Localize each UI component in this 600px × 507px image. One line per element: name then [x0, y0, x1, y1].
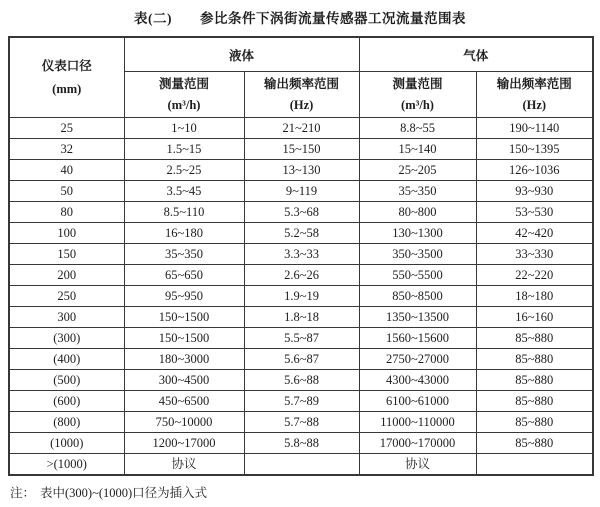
cell-gas-measure-range: 协议	[359, 454, 476, 476]
cell-liquid-measure-range: 35~350	[124, 244, 244, 265]
cell-diameter: 25	[9, 118, 124, 139]
cell-gas-measure-range: 15~140	[359, 139, 476, 160]
cell-gas-frequency-range: 190~1140	[476, 118, 593, 139]
header-gas-measure-range	[359, 72, 476, 118]
table-row	[9, 244, 593, 265]
cell-liquid-frequency-range: 13~130	[244, 160, 359, 181]
cell-gas-frequency-range: 18~180	[476, 286, 593, 307]
table-row	[9, 328, 593, 349]
table-row	[9, 223, 593, 244]
footnote-text: 表中(300)~(1000)口径为插入式	[40, 486, 208, 500]
table-body	[9, 118, 593, 476]
cell-gas-frequency-range: 16~160	[476, 307, 593, 328]
cell-liquid-measure-range: 150~1500	[124, 328, 244, 349]
cell-diameter: (400)	[9, 349, 124, 370]
cell-liquid-measure-range: 180~3000	[124, 349, 244, 370]
cell-gas-measure-range: 350~3500	[359, 244, 476, 265]
cell-diameter: (600)	[9, 391, 124, 412]
cell-gas-measure-range: 1350~13500	[359, 307, 476, 328]
cell-diameter: 40	[9, 160, 124, 181]
header-gas-measure-unit: (m³/h)	[401, 97, 434, 112]
cell-liquid-measure-range: 65~650	[124, 265, 244, 286]
header-gas: 气体	[359, 37, 593, 72]
cell-liquid-measure-range: 1.5~15	[124, 139, 244, 160]
cell-diameter: (500)	[9, 370, 124, 391]
cell-gas-measure-range: 6100~61000	[359, 391, 476, 412]
cell-liquid-frequency-range: 5.8~88	[244, 433, 359, 454]
header-liquid-measure-unit: (m³/h)	[167, 97, 201, 112]
cell-liquid-frequency-range: 2.6~26	[244, 265, 359, 286]
cell-liquid-frequency-range: 5.2~58	[244, 223, 359, 244]
cell-gas-frequency-range: 42~420	[476, 223, 593, 244]
table-row	[9, 349, 593, 370]
table-row	[9, 139, 593, 160]
cell-diameter: 200	[9, 265, 124, 286]
table-row	[9, 370, 593, 391]
header-row-groups	[9, 37, 593, 72]
cell-liquid-measure-range: 3.5~45	[124, 181, 244, 202]
table-row	[9, 202, 593, 223]
cell-liquid-frequency-range: 5.7~88	[244, 412, 359, 433]
table-row	[9, 391, 593, 412]
cell-gas-frequency-range: 150~1395	[476, 139, 593, 160]
cell-liquid-measure-range: 150~1500	[124, 307, 244, 328]
header-gas-frequency-range	[476, 72, 593, 118]
header-diameter-label: 仪表口径	[41, 59, 92, 73]
cell-gas-frequency-range: 22~220	[476, 265, 593, 286]
cell-liquid-frequency-range: 9~119	[244, 181, 359, 202]
cell-gas-frequency-range: 85~880	[476, 391, 593, 412]
cell-gas-frequency-range: 85~880	[476, 433, 593, 454]
cell-liquid-frequency-range: 5.3~68	[244, 202, 359, 223]
table-row	[9, 118, 593, 139]
header-diameter-unit: (mm)	[52, 81, 82, 96]
cell-diameter: (1000)	[9, 433, 124, 454]
table-row	[9, 286, 593, 307]
cell-gas-measure-range: 1560~15600	[359, 328, 476, 349]
cell-diameter: 50	[9, 181, 124, 202]
cell-gas-measure-range: 80~800	[359, 202, 476, 223]
cell-gas-measure-range: 17000~170000	[359, 433, 476, 454]
cell-diameter: 150	[9, 244, 124, 265]
cell-liquid-frequency-range: 1.9~19	[244, 286, 359, 307]
cell-liquid-measure-range: 1~10	[124, 118, 244, 139]
cell-diameter: 300	[9, 307, 124, 328]
header-liquid-measure-range	[124, 72, 244, 118]
cell-diameter: (800)	[9, 412, 124, 433]
cell-gas-measure-range: 11000~110000	[359, 412, 476, 433]
cell-liquid-measure-range: 协议	[124, 454, 244, 476]
header-gas-measure-label: 测量范围	[392, 76, 443, 91]
table-row	[9, 160, 593, 181]
header-liquid-frequency-range	[244, 72, 359, 118]
cell-liquid-frequency-range: 15~150	[244, 139, 359, 160]
table-row	[9, 433, 593, 454]
header-liquid-frequency-unit: (Hz)	[289, 97, 314, 112]
flow-range-table	[8, 36, 594, 476]
cell-gas-measure-range: 8.8~55	[359, 118, 476, 139]
cell-liquid-frequency-range: 21~210	[244, 118, 359, 139]
header-gas-frequency-unit: (Hz)	[522, 97, 547, 112]
cell-gas-measure-range: 850~8500	[359, 286, 476, 307]
cell-gas-measure-range: 2750~27000	[359, 349, 476, 370]
cell-gas-frequency-range	[476, 454, 593, 476]
cell-gas-frequency-range: 93~930	[476, 181, 593, 202]
header-diameter	[9, 37, 124, 118]
cell-gas-measure-range: 550~5500	[359, 265, 476, 286]
cell-liquid-frequency-range: 5.6~87	[244, 349, 359, 370]
cell-gas-frequency-range: 85~880	[476, 328, 593, 349]
cell-gas-frequency-range: 126~1036	[476, 160, 593, 181]
table-row	[9, 265, 593, 286]
cell-gas-frequency-range: 85~880	[476, 412, 593, 433]
cell-diameter: >(1000)	[9, 454, 124, 476]
header-liquid-frequency-label: 输出频率范围	[264, 76, 340, 91]
cell-liquid-frequency-range: 1.8~18	[244, 307, 359, 328]
cell-gas-frequency-range: 85~880	[476, 349, 593, 370]
cell-diameter: (300)	[9, 328, 124, 349]
title-label: 表(二)	[134, 11, 172, 26]
cell-diameter: 250	[9, 286, 124, 307]
cell-liquid-frequency-range: 5.7~89	[244, 391, 359, 412]
title-text: 参比条件下涡街流量传感器工况流量范围表	[200, 11, 466, 26]
header-liquid-measure-label: 测量范围	[158, 76, 209, 91]
footnote-prefix: 注：	[10, 486, 36, 500]
cell-liquid-measure-range: 750~10000	[124, 412, 244, 433]
cell-gas-measure-range: 4300~43000	[359, 370, 476, 391]
cell-gas-measure-range: 130~1300	[359, 223, 476, 244]
cell-gas-measure-range: 25~205	[359, 160, 476, 181]
cell-liquid-measure-range: 8.5~110	[124, 202, 244, 223]
cell-diameter: 32	[9, 139, 124, 160]
header-liquid: 液体	[124, 37, 359, 72]
cell-liquid-frequency-range	[244, 454, 359, 476]
cell-gas-measure-range: 35~350	[359, 181, 476, 202]
cell-liquid-measure-range: 2.5~25	[124, 160, 244, 181]
cell-liquid-frequency-range: 5.6~88	[244, 370, 359, 391]
cell-diameter: 100	[9, 223, 124, 244]
table-row	[9, 181, 593, 202]
cell-liquid-measure-range: 95~950	[124, 286, 244, 307]
header-gas-frequency-label: 输出频率范围	[496, 76, 572, 91]
cell-gas-frequency-range: 53~530	[476, 202, 593, 223]
table-row	[9, 454, 593, 476]
page-title	[0, 0, 600, 27]
cell-liquid-measure-range: 1200~17000	[124, 433, 244, 454]
table-row	[9, 307, 593, 328]
cell-liquid-frequency-range: 5.5~87	[244, 328, 359, 349]
cell-gas-frequency-range: 33~330	[476, 244, 593, 265]
table-row	[9, 412, 593, 433]
cell-liquid-measure-range: 300~4500	[124, 370, 244, 391]
cell-liquid-frequency-range: 3.3~33	[244, 244, 359, 265]
cell-diameter: 80	[9, 202, 124, 223]
cell-gas-frequency-range: 85~880	[476, 370, 593, 391]
cell-liquid-measure-range: 16~180	[124, 223, 244, 244]
footnote	[10, 483, 600, 501]
cell-liquid-measure-range: 450~6500	[124, 391, 244, 412]
